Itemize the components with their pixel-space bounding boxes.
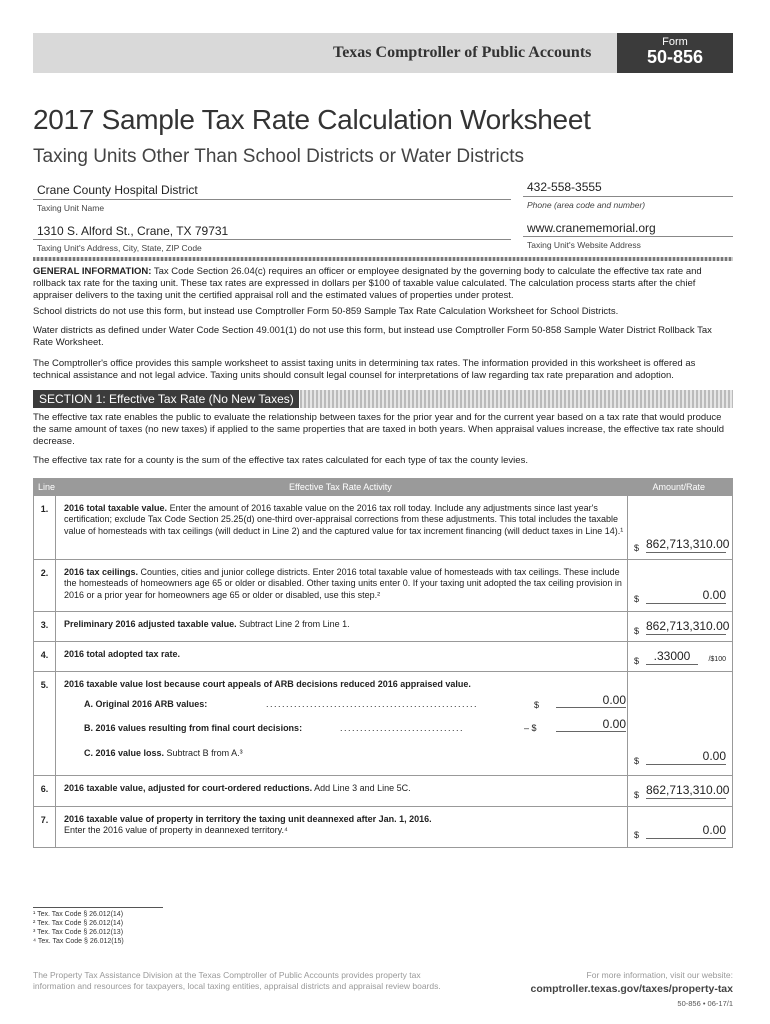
line-heading: 2016 tax ceilings. [64, 567, 139, 577]
separator-bar [33, 257, 733, 261]
page-subtitle: Taxing Units Other Than School Districts or Water Districts [33, 146, 524, 167]
water-district-note: Water districts as defined under Water Code Section 49.001(1) do not use this form, but instead use Comptroller Form 50-858 Sample Water District Rollback Tax Rate Worksheet. [33, 325, 712, 348]
divider [33, 239, 511, 240]
amount-value[interactable]: 862,713,310.00 [646, 619, 730, 633]
line-number: 7. [34, 807, 56, 847]
col-amount-header: Amount/Rate [652, 482, 705, 492]
line-5a-amount[interactable]: 0.00 [556, 693, 626, 708]
footnote-divider [33, 907, 163, 908]
line-heading: 2016 total adopted tax rate. [64, 649, 181, 659]
unit-address-caption: Taxing Unit's Address, City, State, ZIP Code [37, 243, 202, 253]
line-number: 6. [34, 776, 56, 806]
footnote-4: ⁴ Tex. Tax Code § 26.012(15) [33, 938, 124, 945]
form-number-box [617, 33, 733, 73]
general-info-text: Tax Code Section 26.04(c) requires an officer or employee designated by the governing body to calculate the effective tax rate and rollback tax rate for the taxing unit. These tax rates are expressed in dollars per $100 of taxable value calculated. The calculation process starts after the chief appraiser delivers to the taxing unit the certified appraisal roll and the estimated values of properties under protest. [33, 266, 702, 301]
school-district-note: School districts do not use this form, but instead use Comptroller Form 50-859 Sample Tax Rate Calculation Worksheet for School Districts. [33, 306, 619, 317]
footer-more-info: For more information, visit our website: [586, 970, 733, 980]
section1-title: SECTION 1: Effective Tax Rate (No New Taxes) [33, 390, 299, 408]
line-5a-label: A. Original 2016 ARB values: [84, 699, 208, 709]
line-number: 2. [34, 560, 56, 611]
line-number: 3. [34, 612, 56, 641]
form-label: Form [662, 36, 688, 48]
line-description [64, 503, 624, 537]
section1-intro: The effective tax rate enables the public to evaluate the relationship between taxes for the prior year and for the current year based on a tax rate that would produce the same amount of taxes (no new taxes) if applied to the same properties that are taxed in both years. When appraisal values increase, the effective tax rate should decrease. [33, 412, 725, 447]
table-row [34, 642, 732, 672]
line-5c-label [84, 748, 243, 758]
line-5a-leader: . . . . . . . . . . . . . . . . . . . . . . . . . . . . . . . . . . . . . . . . . . . . . . . . . . . . . [266, 699, 477, 709]
amount-value[interactable]: 862,713,310.00 [646, 783, 730, 797]
amount-cell [627, 612, 732, 641]
page-title: 2017 Sample Tax Rate Calculation Worksheet [33, 104, 591, 135]
col-line-header: Line [38, 482, 56, 492]
phone-value[interactable]: 432-558-3555 [527, 180, 602, 194]
dollar-sign: $ [634, 656, 640, 666]
amount-value[interactable]: 0.00 [646, 749, 726, 765]
line-description [64, 783, 624, 794]
line-heading: Preliminary 2016 adjusted taxable value. [64, 619, 237, 629]
line-text: Subtract Line 2 from Line 1. [236, 619, 350, 629]
line-description [64, 649, 624, 660]
footer-description: The Property Tax Assistance Division at the Texas Comptroller of Public Accounts provides property tax information and resources for taxpayers, local taxing entities, appraisal districts and appraisal review boards. [33, 970, 441, 991]
amount-cell [627, 776, 732, 806]
dollar-sign: $ [634, 756, 640, 766]
line-text: Enter the 2016 value of property in deannexed territory.⁴ [64, 825, 288, 836]
section1-county-note: The effective tax rate for a county is the sum of the effective tax rates calculated for each type of tax the county levies. [33, 455, 528, 466]
dollar-sign: $ [534, 700, 540, 710]
footnote-2: ² Tex. Tax Code § 26.012(14) [33, 920, 124, 927]
line-5b-leader: . . . . . . . . . . . . . . . . . . . . . . . . . . . . . . . [340, 723, 463, 733]
general-info-lead: GENERAL INFORMATION: [33, 266, 152, 277]
dollar-sign: $ [634, 594, 640, 604]
unit-name-caption: Taxing Unit Name [37, 203, 105, 213]
line-description [64, 679, 624, 690]
website-value[interactable]: www.cranememorial.org [527, 221, 656, 235]
line-heading: 2016 taxable value lost because court appeals of ARB decisions reduced 2016 appraised value. [64, 679, 471, 689]
amount-cell [627, 672, 732, 775]
line-description [64, 619, 624, 630]
divider [33, 199, 511, 200]
table-row [34, 560, 732, 612]
footnote-3: ³ Tex. Tax Code § 26.012(13) [33, 929, 124, 936]
line-5c-heading: C. 2016 value loss. [84, 748, 165, 758]
line-description [64, 814, 624, 837]
line-heading: 2016 taxable value of property in territory the taxing unit deannexed after Jan. 1, 2016. [64, 814, 432, 824]
table-header [33, 478, 733, 496]
table-row [34, 496, 732, 560]
line-number: 1. [34, 496, 56, 559]
unit-name-value[interactable]: Crane County Hospital District [37, 183, 198, 197]
line-number: 4. [34, 642, 56, 671]
worksheet-table [33, 496, 733, 848]
table-row [34, 672, 732, 776]
tax-rate-value[interactable]: .33000 [646, 649, 698, 665]
divider [523, 196, 733, 197]
amount-cell [627, 807, 732, 847]
footnote-1: ¹ Tex. Tax Code § 26.012(14) [33, 911, 124, 918]
table-row [34, 807, 732, 848]
rate-suffix: /$100 [708, 656, 726, 663]
dollar-sign: $ [634, 543, 640, 553]
dollar-sign: $ [634, 626, 640, 636]
agency-name: Texas Comptroller of Public Accounts [333, 44, 592, 61]
line-5b-label: B. 2016 values resulting from final court decisions: [84, 723, 303, 733]
amount-cell [627, 560, 732, 611]
line-text: Enter the amount of 2016 taxable value on the 2016 tax roll today. Include any adjustments since last year's certification; exclude Tax Code Section 25.25(d) one-third over-appraisal corrections from these adjustments. This total includes the taxable value of homesteads with tax ceilings (will deduct in Line 2) and the captured value for tax increment financing (will deduct taxes in Line 14).¹ [64, 503, 624, 536]
divider [523, 236, 733, 237]
amount-cell [627, 642, 732, 671]
unit-address-value[interactable]: 1310 S. Alford St., Crane, TX 79731 [37, 224, 229, 238]
disclaimer-paragraph: The Comptroller's office provides this sample worksheet to assist taxing units in determining tax rates. The information provided in this worksheet is offered as technical assistance and not legal advice. Taxing units should consult legal counsel for interpretations of law regarding tax rate preparation and adoption. [33, 358, 696, 381]
line-heading: 2016 taxable value, adjusted for court-ordered reductions. [64, 783, 313, 793]
line-number: 5. [34, 672, 56, 775]
amount-value[interactable]: 0.00 [646, 588, 726, 604]
amount-cell [627, 496, 732, 559]
line-5c-text: Subtract B from A.³ [164, 748, 243, 758]
minus-dollar-sign: – $ [524, 723, 537, 733]
line-text: Add Line 3 and Line 5C. [312, 783, 411, 793]
col-activity-header: Effective Tax Rate Activity [289, 482, 392, 492]
general-info-paragraph [33, 266, 731, 302]
table-row [34, 612, 732, 642]
footer-website-link[interactable]: comptroller.texas.gov/taxes/property-tax [530, 983, 733, 995]
dollar-sign: $ [634, 830, 640, 840]
form-number: 50-856 [646, 47, 704, 67]
amount-value[interactable]: 862,713,310.00 [646, 537, 730, 551]
line-5b-amount[interactable]: 0.00 [556, 717, 626, 732]
website-caption: Taxing Unit's Website Address [527, 240, 641, 250]
table-row [34, 776, 732, 807]
line-heading: 2016 total taxable value. [64, 503, 168, 513]
section1-bar-fill [300, 390, 733, 408]
phone-caption: Phone (area code and number) [527, 200, 646, 210]
line-text: Counties, cities and junior college districts. Enter 2016 total taxable value of homesteads with tax ceilings. These include the homesteads of homeowners age 65 or older or disabled. Other taxing units enter 0. If your taxing unit adopted the tax ceiling provision in 2016 or a prior year for homeowners age 65 or older or disabled, use this step.² [64, 567, 622, 600]
dollar-sign: $ [634, 790, 640, 800]
amount-value[interactable]: 0.00 [646, 823, 726, 839]
footer-form-code: 50-856 • 06-17/1 [677, 999, 733, 1008]
line-description [64, 567, 624, 601]
